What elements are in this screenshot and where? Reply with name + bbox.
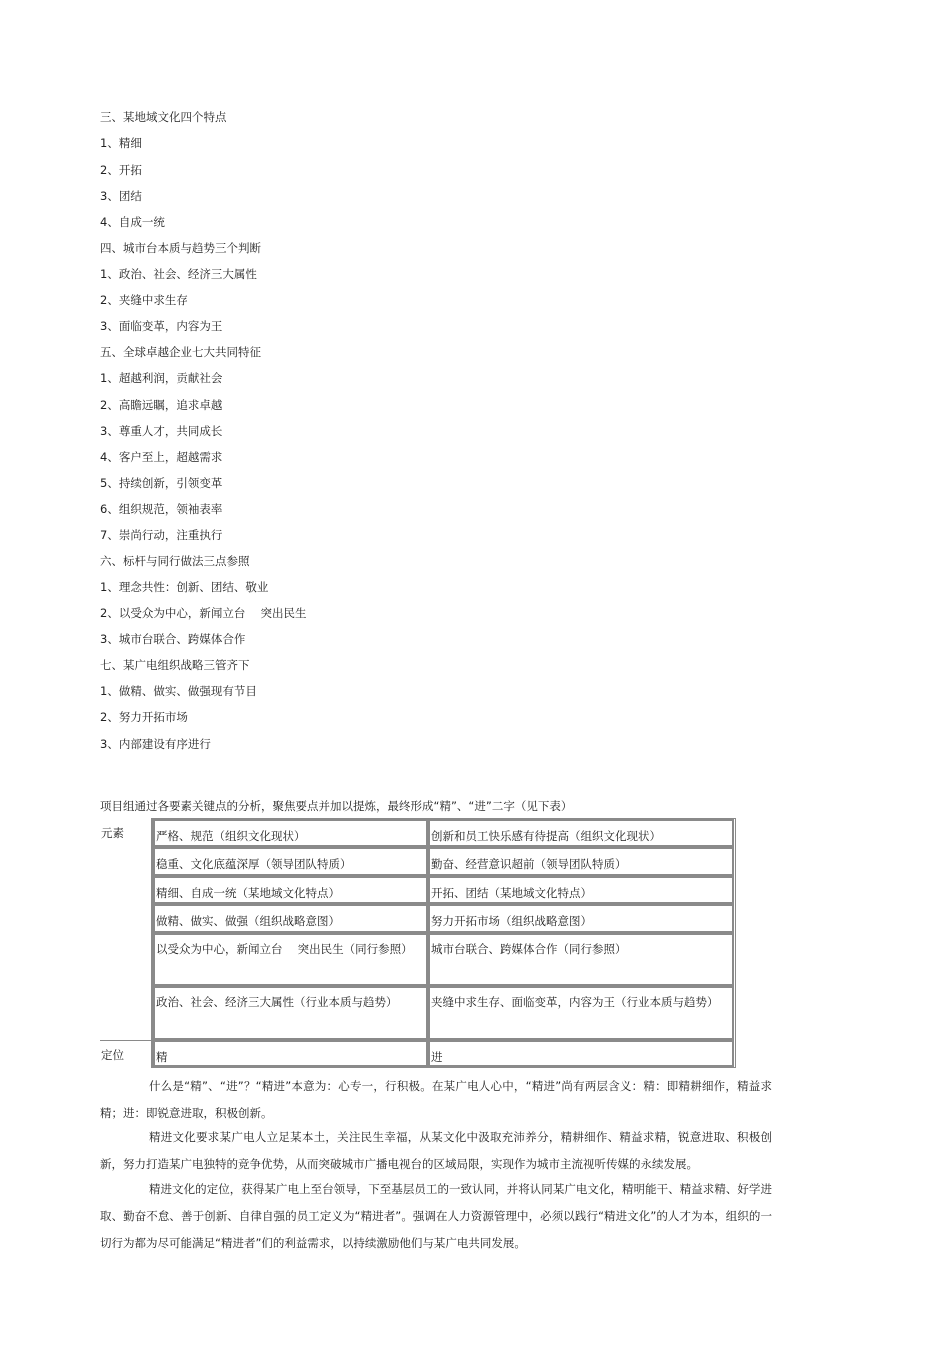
list-item: 5、持续创新，引领变革 xyxy=(100,476,223,490)
summary-table xyxy=(100,818,736,1068)
table-cell: 做精、做实、做强（组织战略意图） xyxy=(153,904,428,933)
list-item: 2、以受众为中心，新闻立台 突出民生 xyxy=(100,606,307,620)
table-cell: 精细、自成一统（某地域文化特点） xyxy=(153,876,428,904)
list-item: 1、超越利润，贡献社会 xyxy=(100,371,223,385)
list-item: 6、组织规范，领袖表率 xyxy=(100,502,223,516)
list-item: 2、努力开拓市场 xyxy=(100,710,188,724)
list-item: 4、自成一统 xyxy=(100,215,165,229)
paragraph-definition: 什么是“精”、“进”？“精进”本意为：心专一，行积极。在某广电人心中，“精进”尚有两层含义：精：即精耕细作，精益求精；进：即锐意进取，积极创新。 xyxy=(100,1079,772,1120)
paragraph-requirements: 精进文化要求某广电人立足某本土，关注民生幸福，从某文化中汲取充沛养分，精耕细作、精益求精，锐意进取、积极创新，努力打造某广电独特的竞争优势，从而突破城市广播电视台的区域局限，实现作为城市主流视听传媒的永续发展。 xyxy=(100,1130,772,1171)
list-item: 1、政治、社会、经济三大属性 xyxy=(100,267,257,281)
heading-strategy: 七、某广电组织战略三管齐下 xyxy=(100,658,250,672)
list-item: 3、尊重人才，共同成长 xyxy=(100,424,223,438)
table-cell: 夹缝中求生存、面临变革，内容为王（行业本质与趋势） xyxy=(428,986,734,1040)
table-cell: 以受众为中心，新闻立台 突出民生（同行参照） xyxy=(153,933,428,986)
list-item: 2、高瞻远瞩，追求卓越 xyxy=(100,398,223,412)
list-item: 7、崇尚行动，注重执行 xyxy=(100,528,223,542)
list-item: 3、团结 xyxy=(100,189,142,203)
list-item: 1、理念共性：创新、团结、敬业 xyxy=(100,580,269,594)
heading-city-station: 四、城市台本质与趋势三个判断 xyxy=(100,241,261,255)
divider xyxy=(100,1040,153,1041)
list-item: 3、内部建设有序进行 xyxy=(100,737,211,751)
table-cell: 政治、社会、经济三大属性（行业本质与趋势） xyxy=(153,986,428,1040)
table-cell: 勤奋、经营意识超前（领导团队特质） xyxy=(428,847,734,876)
heading-benchmark: 六、标杆与同行做法三点参照 xyxy=(100,554,250,568)
list-item: 1、精细 xyxy=(100,136,142,150)
heading-regional-culture: 三、某地域文化四个特点 xyxy=(100,110,227,124)
table-cell: 努力开拓市场（组织战略意图） xyxy=(428,904,734,933)
list-item: 3、面临变革，内容为王 xyxy=(100,319,223,333)
list-item: 2、开拓 xyxy=(100,163,142,177)
table-cell: 开拓、团结（某地域文化特点） xyxy=(428,876,734,904)
table-cell: 严格、规范（组织文化现状） xyxy=(153,819,428,847)
position-cell-jin: 进 xyxy=(428,1040,734,1067)
heading-excellent-enterprises: 五、全球卓越企业七大共同特征 xyxy=(100,345,261,359)
position-label: 定位 xyxy=(100,1040,153,1068)
element-label: 元素 xyxy=(100,818,153,1040)
paragraph-positioning: 精进文化的定位，获得某广电上至台领导，下至基层员工的一致认同，并将认同某广电文化，精明能干、精益求精、好学进取、勤奋不怠、善于创新、自律自强的员工定义为“精进者”。强调在人力资源管理中，必须以践行“精进文化”的人才为本，组织的一切行为都为尽可能满足“精进者”们的利益需求，以持续激励他们与某广电共同发展。 xyxy=(100,1182,772,1250)
list-item: 1、做精、做实、做强现有节目 xyxy=(100,684,257,698)
table-cell: 稳重、文化底蕴深厚（领导团队特质） xyxy=(153,847,428,876)
position-cell-jing: 精 xyxy=(153,1040,428,1067)
table-cell: 创新和员工快乐感有待提高（组织文化现状） xyxy=(428,819,734,847)
list-item: 3、城市台联合、跨媒体合作 xyxy=(100,632,246,646)
table-intro: 项目组通过各要素关键点的分析，聚焦要点并加以提炼，最终形成“精”、“进”二字（见下表） xyxy=(100,799,573,813)
list-item: 4、客户至上，超越需求 xyxy=(100,450,223,464)
list-item: 2、夹缝中求生存 xyxy=(100,293,188,307)
table-cell: 城市台联合、跨媒体合作（同行参照） xyxy=(428,933,734,986)
